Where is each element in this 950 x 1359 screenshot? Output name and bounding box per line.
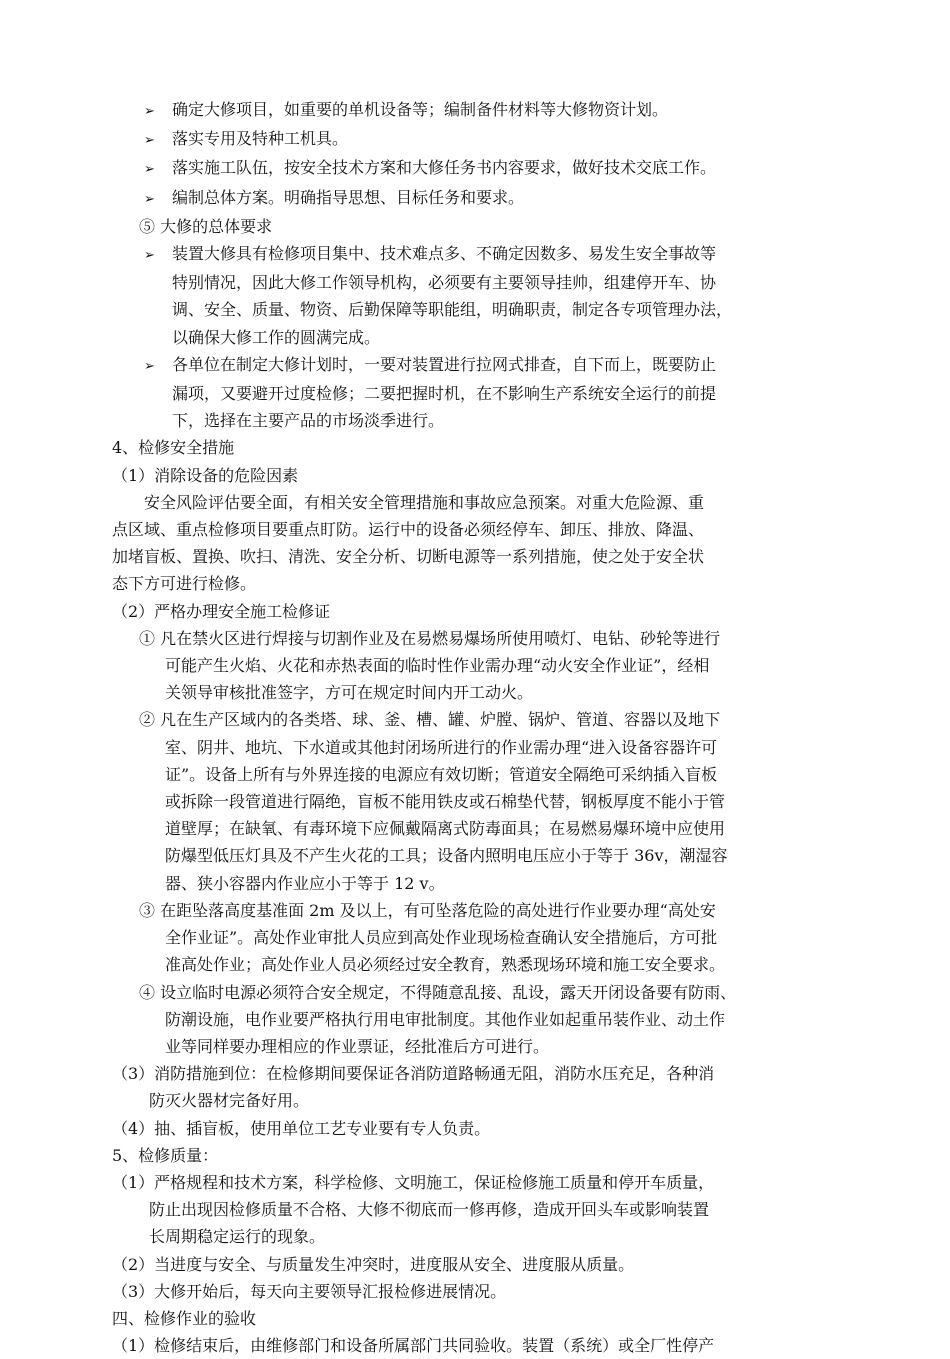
text-line: ⑤ 大修的总体要求	[139, 216, 273, 236]
text-line: 点区域、重点检修项目要重点盯防。运行中的设备必须经停车、卸压、排放、降温、	[112, 520, 705, 540]
text-line: 落实施工队伍，按安全技术方案和大修任务书内容要求，做好技术交底工作。	[172, 158, 717, 178]
text-line: 关领导审核批准签字，方可在规定时间内开工动火。	[165, 683, 534, 703]
text-line: 或拆除一段管道进行隔绝，盲板不能用铁皮或石棉垫代替，钢板厚度不能小于管	[165, 792, 726, 812]
text-block-bullet	[112, 125, 850, 154]
text-block-circ	[112, 625, 850, 707]
text-line: 防爆型低压灯具及不产生火花的工具；设备内照明电压应小于等于 36v，潮湿容	[165, 846, 728, 866]
text-line: 态下方可进行检修。	[112, 574, 257, 594]
text-block-h2	[112, 462, 850, 489]
text-block-bullet	[112, 351, 850, 435]
text-block-paren	[112, 1060, 850, 1114]
text-line: 器、狭小容器内作业应小于等于 12 v。	[165, 873, 445, 893]
text-line: （4）抽、插盲板，使用单位工艺专业要有专人负责。	[112, 1118, 491, 1138]
text-line: 全作业证”。高处作业审批人员应到高处作业现场检查确认安全措施后，方可批	[165, 928, 718, 948]
text-block-paren	[112, 1251, 850, 1278]
text-line: （2）严格办理安全施工检修证	[112, 601, 331, 621]
text-line: 5、检修质量：	[112, 1145, 219, 1165]
text-line: 室、阴井、地坑、下水道或其他封闭场所进行的作业需办理“进入设备容器许可	[165, 737, 718, 757]
text-line: 调、安全、质量、物资、后勤保障等职能组，明确职责，制定各专项管理办法，	[172, 300, 733, 320]
text-line: 长周期稳定运行的现象。	[149, 1227, 326, 1247]
text-line: 以确保大修工作的圆满完成。	[172, 327, 381, 347]
text-line: ④ 设立临时电源必须符合安全规定，不得随意乱接、乱设，露天开闭设备要有防雨、	[139, 982, 737, 1002]
text-line: （1）严格规程和技术方案，科学检修、文明施工，保证检修施工质量和停开车质量，	[112, 1172, 715, 1192]
text-block-paren	[112, 1278, 850, 1305]
text-line: 防潮设施，电作业要严格执行用电审批制度。其他作业如起重吊装作业、动土作	[165, 1009, 726, 1029]
text-line: 防止出现因检修质量不合格、大修不彻底而一修再修，造成开回头车或影响装置	[149, 1200, 710, 1220]
text-line: 编制总体方案。明确指导思想、目标任务和要求。	[172, 187, 525, 207]
text-block-h1	[112, 1305, 850, 1332]
text-line: 装置大修具有检修项目集中、技术难点多、不确定因数多、易发生安全事故等	[172, 244, 717, 264]
text-line: 落实专用及特种工机具。	[172, 129, 349, 149]
text-block-bullet	[112, 240, 850, 351]
text-line: （1）消除设备的危险因素	[112, 465, 299, 485]
text-line: 下，选择在主要产品的市场淡季进行。	[172, 411, 445, 431]
text-line: 防灭火器材完备好用。	[149, 1091, 310, 1111]
arrow-bullet-icon: ➢	[144, 358, 155, 374]
text-line: 证”。设备上所有与外界连接的电源应有效切断；管道安全隔绝可采纳插入盲板	[165, 764, 718, 784]
arrow-bullet-icon: ➢	[144, 191, 155, 207]
text-block-h1	[112, 1142, 850, 1169]
text-line: 4、检修安全措施	[112, 438, 235, 458]
arrow-bullet-icon: ➢	[144, 104, 155, 119]
text-block-bullet	[112, 154, 850, 183]
text-block-paren	[112, 1115, 850, 1142]
text-line: （2）当进度与安全、与质量发生冲突时，进度服从安全、进度服从质量。	[112, 1254, 635, 1274]
text-line: ③ 在距坠落高度基准面 2m 及以上，有可坠落危险的高处进行作业要办理“高处安	[139, 900, 716, 920]
text-block-circ	[112, 897, 850, 979]
text-line: （3）大修开始后，每天向主要领导汇报检修进展情况。	[112, 1281, 507, 1301]
text-line: 业等同样要办理相应的作业票证，经批准后方可进行。	[165, 1036, 550, 1056]
text-block-c5	[112, 213, 850, 240]
document-page	[112, 96, 850, 1359]
text-line: 特别情况，因此大修工作领导机构，必须要有主要领导挂帅，组建停开车、协	[172, 273, 717, 293]
arrow-bullet-icon: ➢	[144, 248, 155, 264]
text-line: 四、检修作业的验收	[112, 1308, 257, 1328]
text-line: 道壁厚；在缺氧、有毒环境下应佩戴隔离式防毒面具；在易燃易爆环境中应使用	[165, 819, 726, 839]
text-line: 各单位在制定大修计划时，一要对装置进行拉网式排查，自下而上，既要防止	[172, 354, 717, 374]
arrow-bullet-icon: ➢	[144, 133, 155, 149]
text-line: （1）检修结束后，由维修部门和设备所属部门共同验收。装置（系统）或全厂性停产	[112, 1336, 715, 1356]
text-block-paren	[112, 1169, 850, 1251]
text-line: ① 凡在禁火区进行焊接与切割作业及在易燃易爆场所使用喷灯、电钻、砂轮等进行	[139, 628, 721, 648]
text-line: 漏项，又要避开过度检修；二要把握时机，在不影响生产系统安全运行的前提	[172, 384, 717, 404]
text-block-bullet	[112, 96, 850, 125]
text-line: 准高处作业；高处作业人员必须经过安全教育，熟悉现场环境和施工安全要求。	[165, 955, 726, 975]
text-block-h1	[112, 434, 850, 461]
text-block-para	[112, 489, 850, 598]
arrow-bullet-icon: ➢	[144, 162, 155, 178]
text-line: 确定大修项目，如重要的单机设备等；编制备件材料等大修物资计划。	[172, 100, 669, 119]
text-line: ② 凡在生产区域内的各类塔、球、釜、槽、罐、炉膛、锅炉、管道、容器以及地下	[139, 710, 721, 730]
text-line: 可能产生火焰、火花和赤热表面的临时性作业需办理“动火安全作业证”，经相	[165, 656, 710, 676]
text-block-paren	[112, 1332, 850, 1359]
text-block-bullet	[112, 184, 850, 213]
text-block-h2	[112, 598, 850, 625]
text-block-circ	[112, 706, 850, 896]
text-line: （3）消防措施到位：在检修期间要保证各消防道路畅通无阻，消防水压充足，各种消	[112, 1064, 715, 1084]
text-block-circ	[112, 979, 850, 1061]
text-line: 加堵盲板、置换、吹扫、清洗、安全分析、切断电源等一系列措施，使之处于安全状	[112, 547, 705, 567]
text-line: 安全风险评估要全面，有相关安全管理措施和事故应急预案。对重大危险源、重	[144, 492, 705, 512]
